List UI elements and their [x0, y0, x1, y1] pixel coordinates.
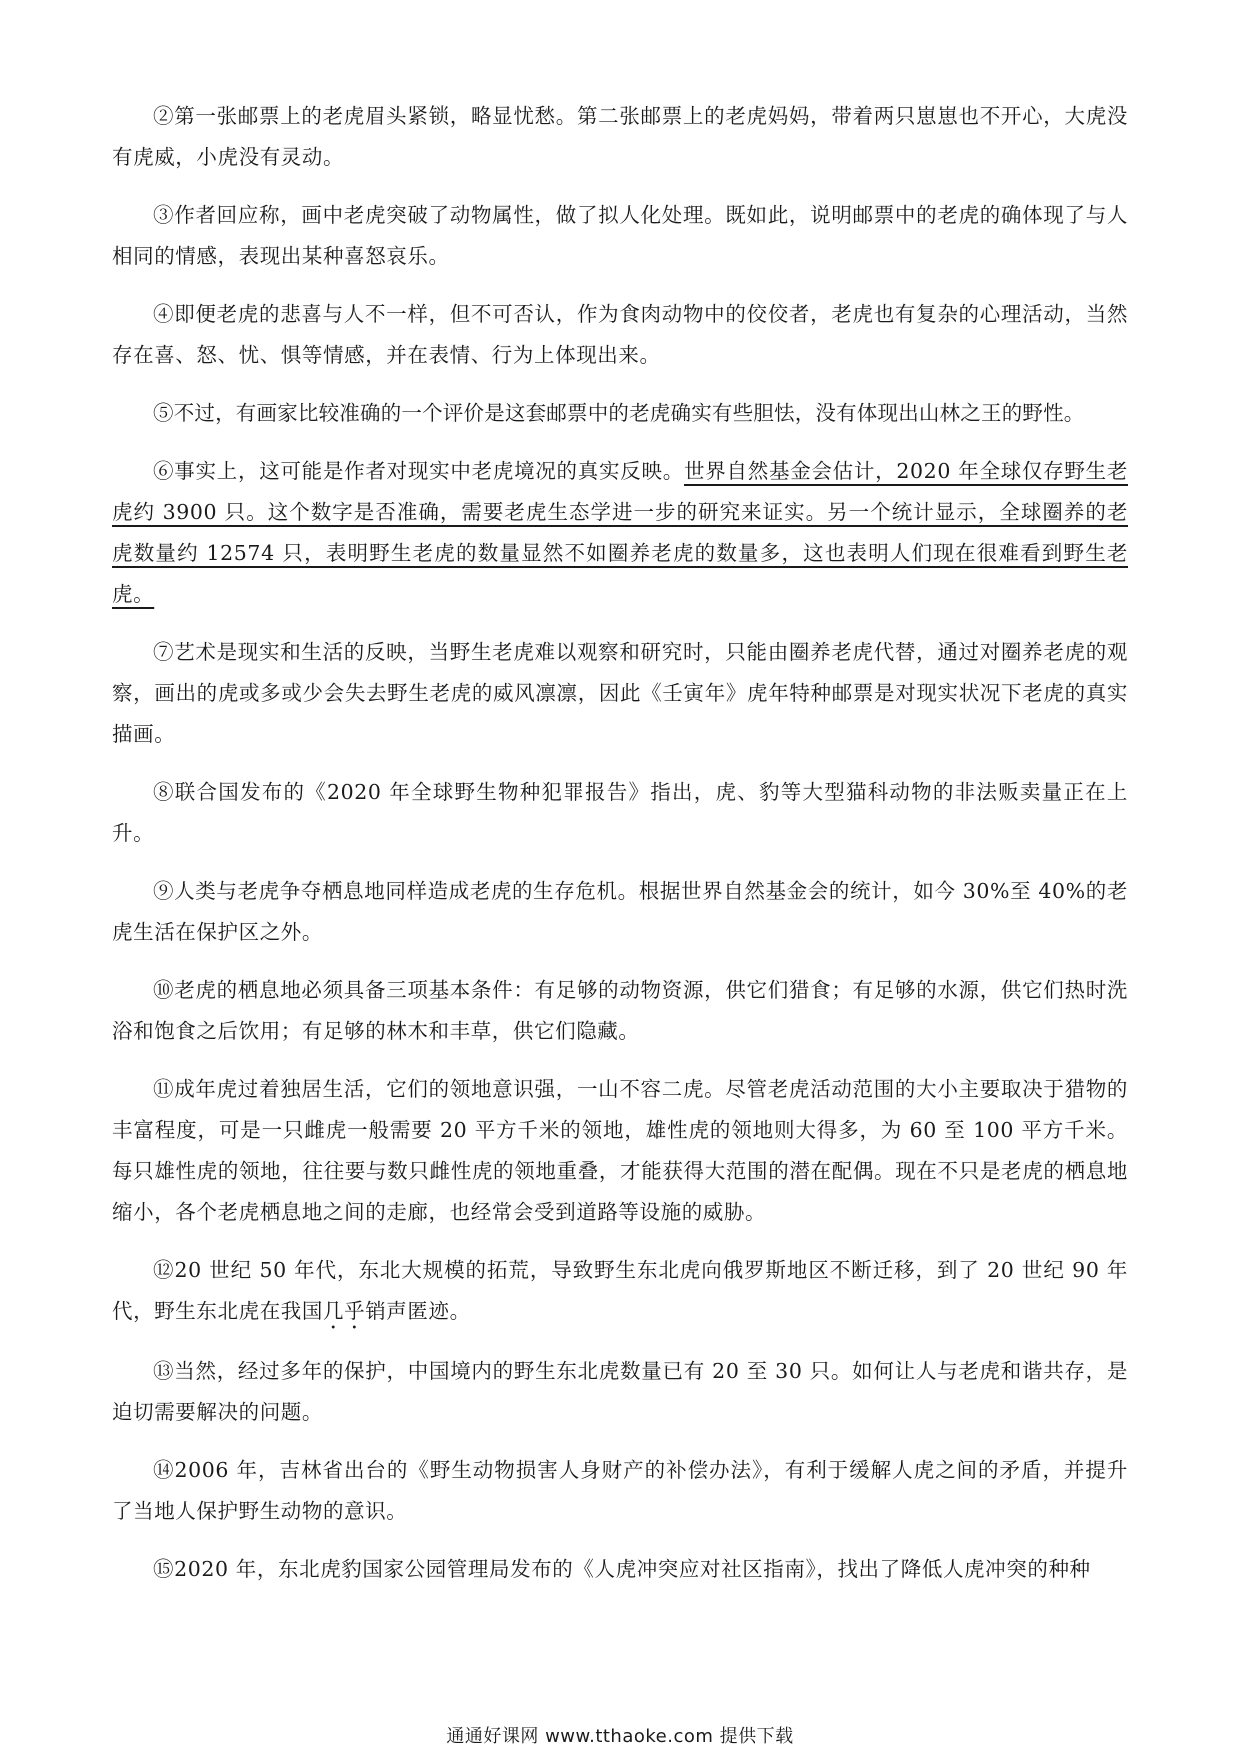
paragraph-number: ⑬: [153, 1359, 175, 1383]
paragraph-number: ⑦: [153, 640, 175, 664]
paragraph-text: 艺术是现实和生活的反映，当野生老虎难以观察和研究时，只能由圈养老虎代替，通过对圈养老虎的观察，画出的虎或多或少会失去野生老虎的威风凛凛，因此《壬寅年》虎年特种邮票是对现实状况下老虎的真实描画。: [112, 640, 1128, 746]
paragraph-text: 第一张邮票上的老虎眉头紧锁，略显忧愁。第二张邮票上的老虎妈妈，带着两只崽崽也不开心，大虎没有虎威，小虎没有灵动。: [112, 104, 1128, 169]
paragraph-6: [112, 451, 1128, 615]
underlined-passage: 世界自然基金会估计，2020 年全球仅存野生老虎约 3900 只。这个数字是否准确，需要老虎生态学进一步的研究来证实。另一个统计显示，全球圈养的老虎数量约 12574 只，表明野生老虎的数量显然不如圈养老虎的数量多，这也表明人们现在很难看到野生老虎。: [112, 459, 1128, 606]
paragraph-number: ②: [153, 104, 175, 128]
emphasis-dotted-word: 几乎: [323, 1299, 366, 1323]
paragraph-text: 人类与老虎争夺栖息地同样造成老虎的生存危机。根据世界自然基金会的统计，如今 30%至 40%的老虎生活在保护区之外。: [112, 879, 1128, 944]
paragraph-5: [112, 393, 1128, 434]
paragraph-number: ⑭: [153, 1458, 175, 1482]
paragraph-number: ⑨: [153, 879, 175, 903]
paragraph-number: ⑧: [153, 780, 175, 804]
paragraph-text: 20 世纪 50 年代，东北大规模的拓荒，导致野生东北虎向俄罗斯地区不断迁移，到了 20 世纪 90 年代，野生东北虎在我国: [112, 1258, 1129, 1323]
paragraph-number: ④: [153, 302, 175, 326]
paragraph-11: [112, 1069, 1128, 1233]
paragraph-text: 事实上，这可能是作者对现实中老虎境况的真实反映。: [174, 459, 684, 483]
paragraph-15: [112, 1549, 1128, 1590]
paragraph-text: 成年虎过着独居生活，它们的领地意识强，一山不容二虎。尽管老虎活动范围的大小主要取决于猎物的丰富程度，可是一只雌虎一般需要 20 平方千米的领地，雄性虎的领地则大得多，为 60 至 100 平方千米。每只雄性虎的领地，往往要与数只雌性虎的领地重叠，才能获得大范围的潜在配偶。现在不只是老虎的栖息地缩小，各个老虎栖息地之间的走廊，也经常会受到道路等设施的威胁。: [112, 1077, 1128, 1224]
paragraph-8: [112, 772, 1128, 854]
paragraph-text: 不过，有画家比较准确的一个评价是这套邮票中的老虎确实有些胆怯，没有体现出山林之王的野性。: [173, 401, 1085, 425]
paragraph-13: [112, 1351, 1128, 1433]
paragraph-number: ③: [153, 203, 175, 227]
paragraph-number: ⑤: [153, 401, 174, 425]
paragraph-text: 联合国发布的《2020 年全球野生物种犯罪报告》指出，虎、豹等大型猫科动物的非法贩卖量正在上升。: [112, 780, 1128, 845]
paragraph-number: ⑪: [153, 1077, 175, 1101]
paragraph-number: ⑩: [153, 978, 175, 1002]
article-body: [112, 96, 1128, 1607]
paragraph-4: [112, 294, 1128, 376]
paragraph-14: [112, 1450, 1128, 1532]
paragraph-text: 即便老虎的悲喜与人不一样，但不可否认，作为食肉动物中的佼佼者，老虎也有复杂的心理活动，当然存在喜、怒、忧、惧等情感，并在表情、行为上体现出来。: [112, 302, 1128, 367]
paragraph-text-after: 销声匿迹。: [365, 1299, 471, 1323]
paragraph-number: ⑥: [153, 459, 175, 483]
paragraph-text: 老虎的栖息地必须具备三项基本条件：有足够的动物资源，供它们猎食；有足够的水源，供它们热时洗浴和饱食之后饮用；有足够的林木和丰草，供它们隐藏。: [112, 978, 1128, 1043]
paragraph-12: [112, 1250, 1128, 1334]
paragraph-text: 作者回应称，画中老虎突破了动物属性，做了拟人化处理。既如此，说明邮票中的老虎的确体现了与人相同的情感，表现出某种喜怒哀乐。: [112, 203, 1128, 268]
paragraph-number: ⑮: [153, 1557, 175, 1581]
paragraph-7: [112, 632, 1128, 755]
paragraph-10: [112, 970, 1128, 1052]
paragraph-text: 2020 年，东北虎豹国家公园管理局发布的《人虎冲突应对社区指南》，找出了降低人虎冲突的种种: [174, 1557, 1091, 1581]
paragraph-9: [112, 871, 1128, 953]
paragraph-text: 当然，经过多年的保护，中国境内的野生东北虎数量已有 20 至 30 只。如何让人与老虎和谐共存，是迫切需要解决的问题。: [112, 1359, 1128, 1424]
paragraph-2: [112, 96, 1128, 178]
paragraph-text: 2006 年，吉林省出台的《野生动物损害人身财产的补偿办法》，有利于缓解人虎之间的矛盾，并提升了当地人保护野生动物的意识。: [112, 1458, 1128, 1523]
paragraph-number: ⑫: [153, 1258, 175, 1282]
paragraph-3: [112, 195, 1128, 277]
page-footer: 通通好课网 www.tthaoke.com 提供下载: [446, 1726, 794, 1747]
